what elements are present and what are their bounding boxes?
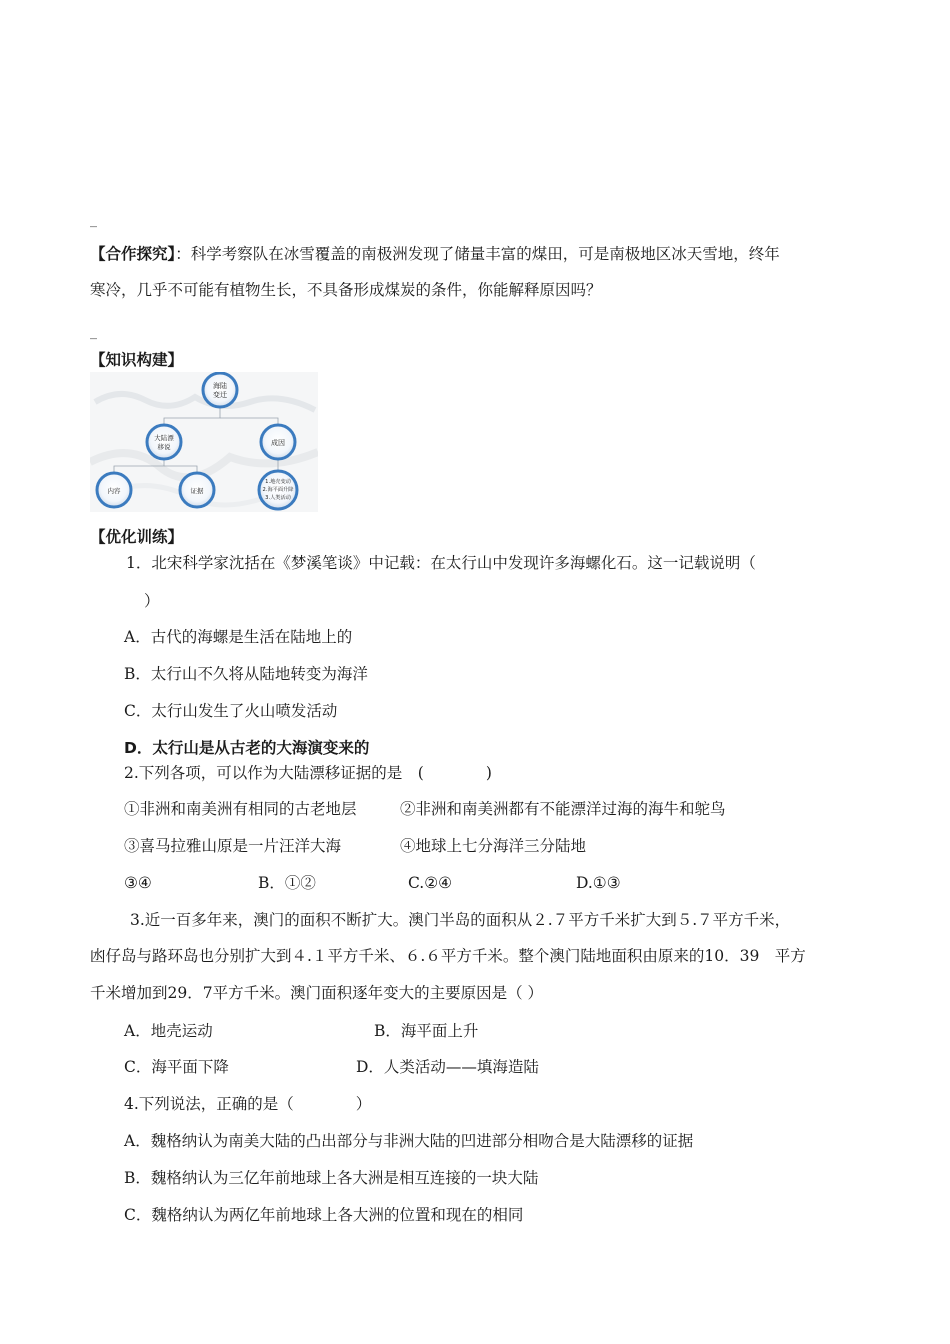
diagram-node-drift <box>147 425 181 459</box>
drift-label-1: 大陆漂 <box>154 434 174 442</box>
q2-stem: 2.下列各项，可以作为大陆漂移证据的是 ( ) <box>124 764 492 782</box>
q3-line-3: 千米增加到29．7平方千米。澳门面积逐年变大的主要原因是（ ） <box>90 984 544 1002</box>
knowledge-heading: 【知识构建】 <box>90 351 184 369</box>
root-label-2: 变迁 <box>213 391 227 399</box>
training-heading: 【优化训练】 <box>90 528 184 546</box>
diagram-node-content <box>97 473 131 507</box>
q2-option-a: ③④ <box>124 874 152 892</box>
diagram-node-causes-list <box>259 471 297 509</box>
q4-option-a: A．魏格纳认为南美大陆的凸出部分与非洲大陆的凹进部分相吻合是大陆漂移的证据 <box>124 1132 694 1150</box>
q1-option-d: D．太行山是从古老的大海演变来的 <box>124 739 370 757</box>
q1-option-b: B．太行山不久将从陆地转变为海洋 <box>124 665 368 683</box>
explore-text-2: 寒冷，几乎不可能有植物生长，不具备形成煤炭的条件，你能解释原因吗？ <box>90 281 602 299</box>
q3-option-a: A．地壳运动 <box>124 1022 213 1040</box>
cause-label: 成因 <box>271 439 285 447</box>
q4-option-c: C．魏格纳认为两亿年前地球上各大洲的位置和现在的相同 <box>124 1206 524 1224</box>
q2-option-d: D.①③ <box>576 874 621 892</box>
q2-option-b: B．①② <box>258 874 316 892</box>
explore-heading: 【合作探究】 <box>90 245 176 263</box>
q3-option-c: C．海平面下降 <box>124 1058 229 1076</box>
q2-option-c: C.②④ <box>408 874 453 892</box>
q3-option-b: B．海平面上升 <box>374 1022 479 1040</box>
q3-line-2: 凼仔岛与路环岛也分别扩大到４.１平方千米、６.６平方千米。整个澳门陆地面积由原来的10．39 平方 <box>90 947 806 965</box>
diagram-node-root <box>203 373 237 407</box>
q3-option-d: D．人类活动——填海造陆 <box>356 1058 539 1076</box>
underscore-mark: _ <box>90 324 97 340</box>
explore-text-1: ：科学考察队在冰雪覆盖的南极洲发现了储量丰富的煤田，可是南极地区冰天雪地，终年 <box>175 245 780 263</box>
q1-close-paren: ） <box>144 592 160 610</box>
knowledge-diagram <box>90 372 318 512</box>
q4-option-b: B．魏格纳认为三亿年前地球上各大洲是相互连接的一块大陆 <box>124 1169 539 1187</box>
explore-line-1 <box>90 244 780 264</box>
q1-option-a: A．古代的海螺是生活在陆地上的 <box>124 628 353 646</box>
q2-statement-3: ③喜马拉雅山原是一片汪洋大海 <box>124 837 342 855</box>
q4-stem: 4.下列说法，正确的是（ ） <box>124 1095 372 1113</box>
q3-line-1: 3.近一百多年来，澳门的面积不断扩大。澳门半岛的面积从２.７平方千米扩大到５.７平方千米， <box>130 911 791 929</box>
content-label: 内容 <box>107 487 121 495</box>
diagram-node-cause <box>261 425 295 459</box>
q1-stem: 1．北宋科学家沈括在《梦溪笔谈》中记载：在太行山中发现许多海螺化石。这一记载说明（ <box>126 554 756 572</box>
cause-item-3: 3.人类活动 <box>265 495 291 501</box>
underscore-mark: _ <box>90 212 97 228</box>
q2-statement-2: ②非洲和南美洲都有不能漂洋过海的海牛和鸵鸟 <box>400 800 726 818</box>
root-label-1: 海陆 <box>213 382 227 390</box>
cause-item-2: 2.海平面升降 <box>262 487 294 493</box>
cause-item-1: 1.地壳变动 <box>265 479 291 485</box>
drift-label-2: 移说 <box>157 443 171 451</box>
q2-statement-1: ①非洲和南美洲有相同的古老地层 <box>124 800 357 818</box>
diagram-node-evidence <box>180 473 214 507</box>
evidence-label: 证据 <box>190 487 204 495</box>
q2-statement-4: ④地球上七分海洋三分陆地 <box>400 837 587 855</box>
q1-option-c: C．太行山发生了火山喷发活动 <box>124 702 338 720</box>
